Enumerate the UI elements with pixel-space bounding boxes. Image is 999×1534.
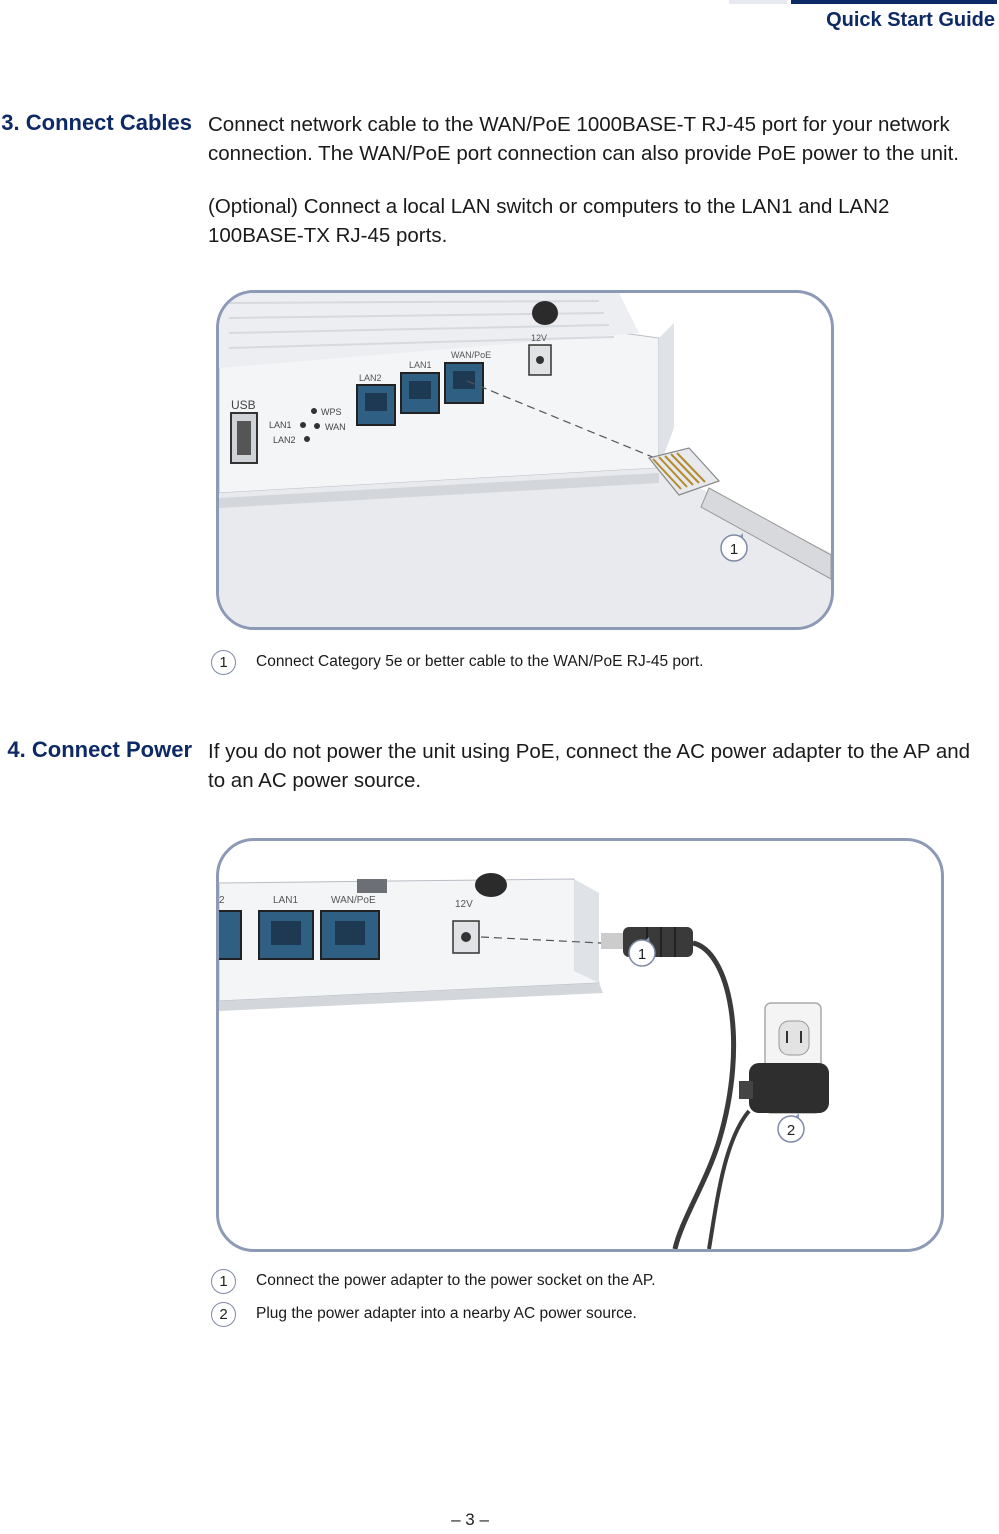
callout-row-power-1	[211, 1267, 656, 1295]
led-label-wan: WAN	[325, 422, 346, 432]
ap-power-illustration	[219, 841, 941, 1249]
callout-text: Plug the power adapter into a nearby AC power source.	[256, 1305, 637, 1322]
ap-ethernet-illustration	[219, 293, 831, 627]
section-3-paragraph-1: Connect network cable to the WAN/PoE 1000BASE-T RJ-45 port for your network connection. The WAN/PoE port connection can also provide PoE power to the unit.	[208, 113, 959, 165]
figure-connect-power	[216, 838, 944, 1252]
power-adapter-icon	[739, 1063, 829, 1113]
port-label-wan: WAN/PoE	[451, 350, 492, 360]
led-wan-icon	[314, 423, 320, 429]
led-lan1-icon	[300, 422, 306, 428]
power-socket-icon	[536, 356, 544, 364]
led-label-wps: WPS	[321, 407, 342, 417]
document-title: Quick Start Guide	[826, 9, 995, 31]
header-decoration	[729, 0, 999, 6]
port-label-lan1: LAN1	[409, 360, 432, 370]
figure-connect-cables	[216, 290, 834, 630]
power-label: 12V	[531, 333, 548, 343]
callout-marker-1-label: 1	[637, 946, 647, 963]
header-bar-dark	[791, 0, 997, 4]
led-label-lan1: LAN1	[269, 420, 292, 430]
port-label-partial: 2	[219, 895, 225, 906]
callout-number: 1	[211, 650, 236, 675]
port-label-wan: WAN/PoE	[331, 895, 376, 906]
callout-row-cable-1	[211, 648, 703, 676]
antenna-knob-icon	[532, 301, 558, 325]
led-wps-icon	[311, 408, 317, 414]
port-label-lan2: LAN2	[359, 373, 382, 383]
page-number: – 3 –	[451, 1510, 489, 1529]
power-socket-icon	[461, 932, 471, 942]
callout-number: 1	[211, 1269, 236, 1294]
callout-number: 2	[211, 1302, 236, 1327]
callout-marker-2-label: 2	[786, 1122, 796, 1139]
usb-label: USB	[231, 398, 256, 412]
section-3-paragraph-2: (Optional) Connect a local LAN switch or computers to the LAN1 and LAN2 100BASE-TX RJ-45 ports.	[208, 195, 890, 247]
callout-row-power-2	[211, 1300, 637, 1328]
section-heading-connect-power: 4. Connect Power	[7, 737, 192, 762]
power-label: 12V	[455, 899, 473, 910]
section-4-paragraph-1: If you do not power the unit using PoE, connect the AC power adapter to the AP and to an AC power source.	[208, 740, 971, 792]
port-label-lan1: LAN1	[273, 895, 299, 906]
callout-text: Connect Category 5e or better cable to the WAN/PoE RJ-45 port.	[256, 653, 704, 670]
callout-text: Connect the power adapter to the power socket on the AP.	[256, 1272, 656, 1289]
led-lan2-icon	[304, 436, 310, 442]
callout-marker-1-label: 1	[729, 541, 739, 558]
section-heading-connect-cables: 3. Connect Cables	[1, 110, 192, 135]
antenna-knob-icon	[475, 873, 507, 897]
header-bar-light	[729, 0, 787, 4]
led-label-lan2: LAN2	[273, 435, 296, 445]
